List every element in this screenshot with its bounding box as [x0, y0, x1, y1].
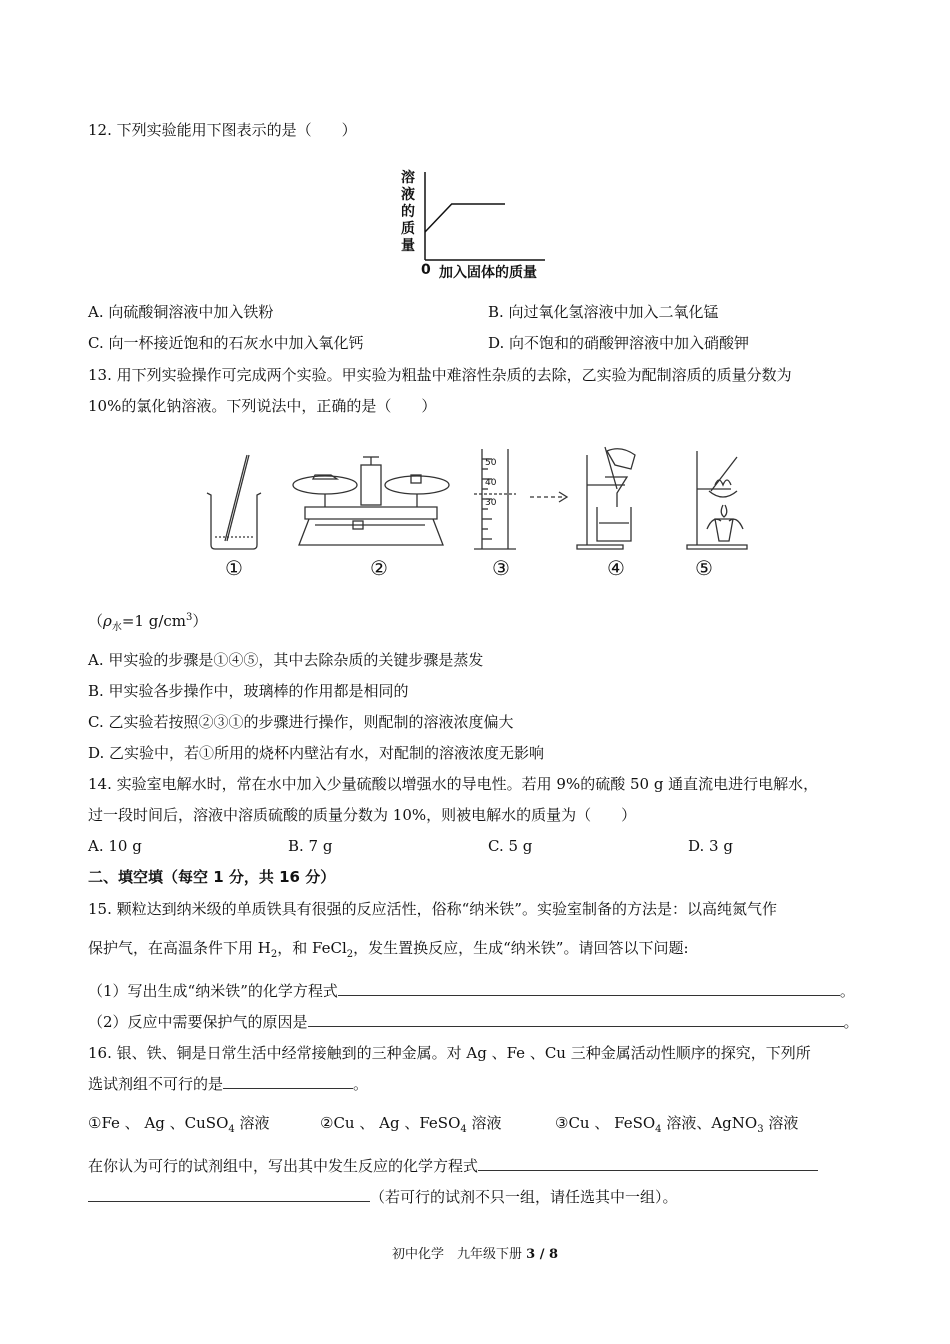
- answer-blank-16-1[interactable]: [223, 1074, 353, 1089]
- graph-plot: [395, 168, 555, 268]
- q15-line1: 15. 颗粒达到纳米级的单质铁具有很强的反应活性，俗称“纳米铁”。实验室制备的方法是：以高纯氮气作: [88, 900, 777, 918]
- section-title: 二、填空填（每空 1 分，共 16 分）: [88, 868, 336, 886]
- q16-line5: （若可行的试剂不只一组，请任选其中一组）。: [88, 1187, 678, 1207]
- balance-icon: [293, 457, 449, 545]
- dashed-arrow-icon: [530, 492, 567, 502]
- q13-density-note: （$\rho_水=1$ $g/cm^3$）: [88, 612, 208, 633]
- beaker-icon: [207, 455, 261, 549]
- q14-option-d: D. 3 g: [688, 837, 733, 855]
- apparatus-drawing: [195, 445, 765, 555]
- q12-option-a: A. 向硫酸铜溶液中加入铁粉: [88, 303, 274, 321]
- q15-line2: 保护气，在高温条件下用 $H_2$，和 FeCl$_2$，发生置换反应，生成“纳米铁”。请回答以下问题:: [88, 939, 689, 960]
- q14-option-b: B. 7 g: [288, 837, 333, 855]
- graph-series-line: [425, 204, 505, 232]
- q14-option-a: A. 10 g: [88, 837, 142, 855]
- q14-stem-line1: 14. 实验室电解水时，常在水中加入少量硫酸以增强水的导电性。若用 9%的硫酸 50 g 通直流电进行电解水，: [88, 775, 819, 793]
- evaporation-icon: [687, 451, 747, 549]
- figure-label-4: ④: [607, 556, 625, 580]
- figure-label-2: ②: [370, 556, 388, 580]
- graph-xlabel: 加入固体的质量: [439, 265, 537, 281]
- q16-option-3: ③Cu 、 FeSO$_4$ 溶液、AgNO$_3$ 溶液: [555, 1114, 799, 1135]
- q13-stem-line1: 13. 用下列实验操作可完成两个实验。甲实验为粗盐中难溶性杂质的去除，乙实验为配制溶质的质量分数为: [88, 366, 792, 384]
- q15-sub2: （2）反应中需要保护气的原因是 。: [88, 1013, 859, 1031]
- q16-line1: 16. 银、铁、铜是日常生活中经常接触到的三种金属。对 Ag 、Fe 、Cu 三种金属活动性顺序的探究，下列所: [88, 1044, 811, 1062]
- q12-option-d: D. 向不饱和的硝酸钾溶液中加入硝酸钾: [488, 334, 750, 352]
- q13-stem-line2: 10%的氯化钠溶液。下列说法中，正确的是（ ）: [88, 397, 437, 415]
- cylinder-ticks: 50 40 30: [485, 458, 497, 508]
- q14-option-c: C. 5 g: [488, 837, 533, 855]
- q14-stem-line2: 过一段时间后，溶液中溶质硫酸的质量分数为 10%，则被电解水的质量为（ ）: [88, 806, 637, 824]
- figure-label-5: ⑤: [695, 556, 713, 580]
- q15-sub1: （1）写出生成“纳米铁”的化学方程式 。: [88, 982, 855, 1000]
- page-footer: 初中化学 九年级下册 3 / 8: [391, 1247, 559, 1262]
- q16-line2: 选试剂组不可行的是 。: [88, 1075, 369, 1093]
- filtration-icon: [577, 447, 635, 549]
- q13-option-d: D. 乙实验中，若①所用的烧杯内壁沾有水，对配制的溶液浓度无影响: [88, 744, 545, 762]
- q13-option-a: A. 甲实验的步骤是①④⑤，其中去除杂质的关键步骤是蒸发: [88, 651, 484, 669]
- answer-blank-16-3[interactable]: [88, 1187, 370, 1202]
- q16-line4: 在你认为可行的试剂组中，写出其中发生反应的化学方程式: [88, 1156, 818, 1176]
- answer-blank-16-2[interactable]: [478, 1156, 818, 1171]
- figure-label-3: ③: [492, 556, 510, 580]
- q13-option-b: B. 甲实验各步操作中，玻璃棒的作用都是相同的: [88, 682, 409, 700]
- graph-ylabel: 溶 液 的 质 量: [401, 170, 415, 254]
- graph-origin: 0: [421, 262, 431, 278]
- q13-apparatus-figure: [195, 445, 765, 585]
- q13-option-c: C. 乙实验若按照②③①的步骤进行操作，则配制的溶液浓度偏大: [88, 713, 514, 731]
- q12-option-b: B. 向过氧化氢溶液中加入二氧化锰: [488, 303, 719, 321]
- answer-blank-15-1[interactable]: [338, 981, 840, 996]
- q12-stem: 12. 下列实验能用下图表示的是（ ）: [88, 121, 357, 139]
- q12-option-c: C. 向一杯接近饱和的石灰水中加入氧化钙: [88, 334, 364, 352]
- q16-option-2: ②Cu 、 Ag 、FeSO$_4$ 溶液: [320, 1114, 502, 1135]
- q16-option-1: ①Fe 、 Ag 、CuSO$_4$ 溶液: [88, 1114, 270, 1135]
- q12-graph: [395, 168, 555, 284]
- answer-blank-15-2[interactable]: [308, 1012, 844, 1027]
- figure-label-1: ①: [225, 556, 243, 580]
